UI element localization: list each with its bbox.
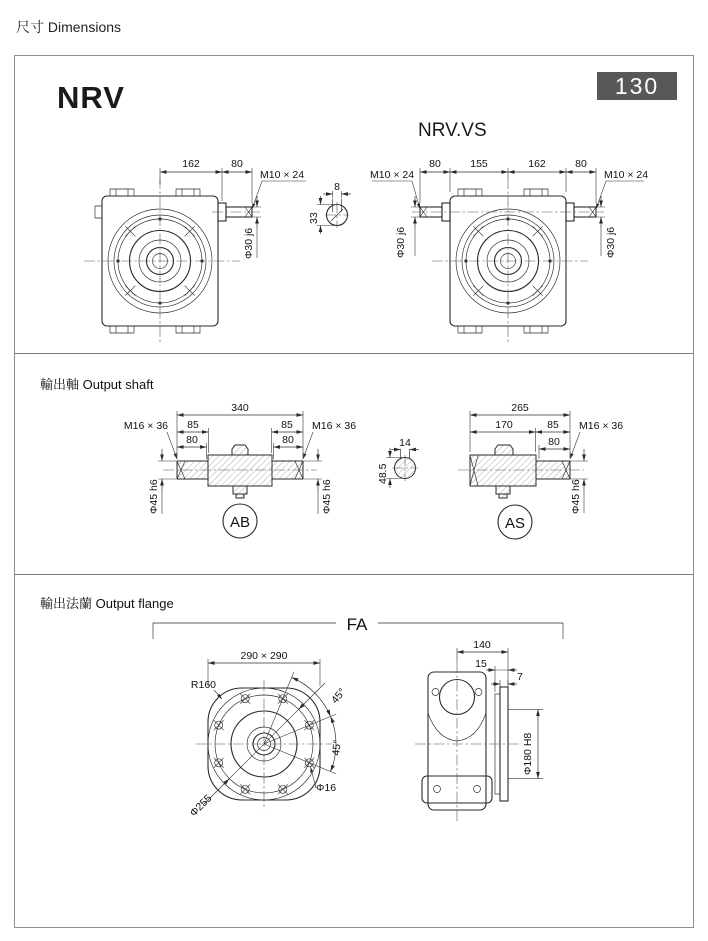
ab-dim-340: 340 bbox=[231, 402, 249, 414]
ab-dim-85-right: 85 bbox=[281, 419, 293, 431]
worm-key-height: 33 bbox=[308, 212, 320, 224]
nrv-dim-80: 80 bbox=[231, 158, 243, 170]
nrv-dim-162: 162 bbox=[182, 158, 200, 170]
flange-angle-b: 45° bbox=[330, 739, 344, 757]
nrv-thread-label: M10 × 24 bbox=[260, 169, 305, 181]
side-dim-15: 15 bbox=[475, 658, 487, 670]
vs-dim-162: 162 bbox=[528, 158, 546, 170]
nrv-vs-front-view bbox=[370, 158, 648, 344]
as-balloon-label: AS bbox=[504, 515, 526, 532]
vs-dim-155: 155 bbox=[470, 158, 488, 170]
as-dia: Φ45 h6 bbox=[570, 479, 582, 514]
page-header: 尺寸 Dimensions bbox=[16, 19, 122, 35]
flange-square-dim: 290 × 290 bbox=[240, 650, 288, 662]
key-height: 48.5 bbox=[377, 463, 389, 484]
vs-shaft-dia-left: Φ30 j6 bbox=[395, 226, 407, 258]
nrv-front-view bbox=[84, 158, 306, 344]
worm-key-section bbox=[308, 181, 351, 234]
worm-key-width: 8 bbox=[334, 181, 340, 193]
nrv-shaft-dia-label: Φ30 j6 bbox=[243, 227, 255, 259]
flange-corner-radius: R160 bbox=[190, 679, 216, 691]
vs-dim-80-right: 80 bbox=[575, 158, 587, 170]
ab-dim-80-left: 80 bbox=[186, 434, 198, 446]
output-shaft-section-title: 輸出軸 Output shaft bbox=[40, 377, 154, 392]
as-dim-85: 85 bbox=[547, 419, 559, 431]
ab-dim-85-left: 85 bbox=[187, 419, 199, 431]
vs-thread-right: M10 × 24 bbox=[604, 169, 649, 181]
vs-dim-80-left: 80 bbox=[429, 158, 441, 170]
fa-bracket bbox=[153, 615, 563, 639]
flange-angle-a: 45° bbox=[328, 686, 349, 707]
ab-dia-left: Φ45 h6 bbox=[148, 479, 160, 514]
vs-shaft-dia-right: Φ30 j6 bbox=[605, 226, 617, 258]
ab-dim-80-right: 80 bbox=[282, 434, 294, 446]
flange-bolt-circle-dim: Φ255 bbox=[187, 792, 215, 820]
as-thread: M16 × 36 bbox=[579, 420, 624, 432]
as-dim-80: 80 bbox=[548, 436, 560, 448]
output-key-section bbox=[377, 437, 419, 488]
output-flange-section-title: 輸出法蘭 Output flange bbox=[40, 596, 174, 611]
flange-front-view bbox=[188, 650, 349, 819]
ab-balloon-label: AB bbox=[229, 514, 251, 531]
flange-side-view bbox=[415, 639, 543, 822]
fa-label: FA bbox=[346, 615, 368, 634]
vs-thread-left: M10 × 24 bbox=[370, 169, 415, 181]
variant-title: NRV.VS bbox=[418, 120, 487, 141]
side-dim-7: 7 bbox=[517, 671, 523, 683]
model-title: NRV bbox=[57, 80, 125, 115]
ab-dia-right: Φ45 h6 bbox=[321, 479, 333, 514]
ab-thread-left: M16 × 36 bbox=[123, 420, 168, 432]
key-width: 14 bbox=[399, 437, 411, 449]
size-badge: 130 bbox=[597, 72, 677, 100]
ab-thread-right: M16 × 36 bbox=[312, 420, 357, 432]
side-bore-dim: Φ180 H8 bbox=[522, 732, 534, 775]
as-dim-170: 170 bbox=[495, 419, 513, 431]
as-dim-265: 265 bbox=[511, 402, 529, 414]
as-shaft-drawing bbox=[458, 402, 623, 539]
ab-shaft-drawing bbox=[124, 402, 356, 538]
flange-hole-dim: Φ16 bbox=[316, 782, 337, 794]
side-dim-140: 140 bbox=[473, 639, 491, 651]
